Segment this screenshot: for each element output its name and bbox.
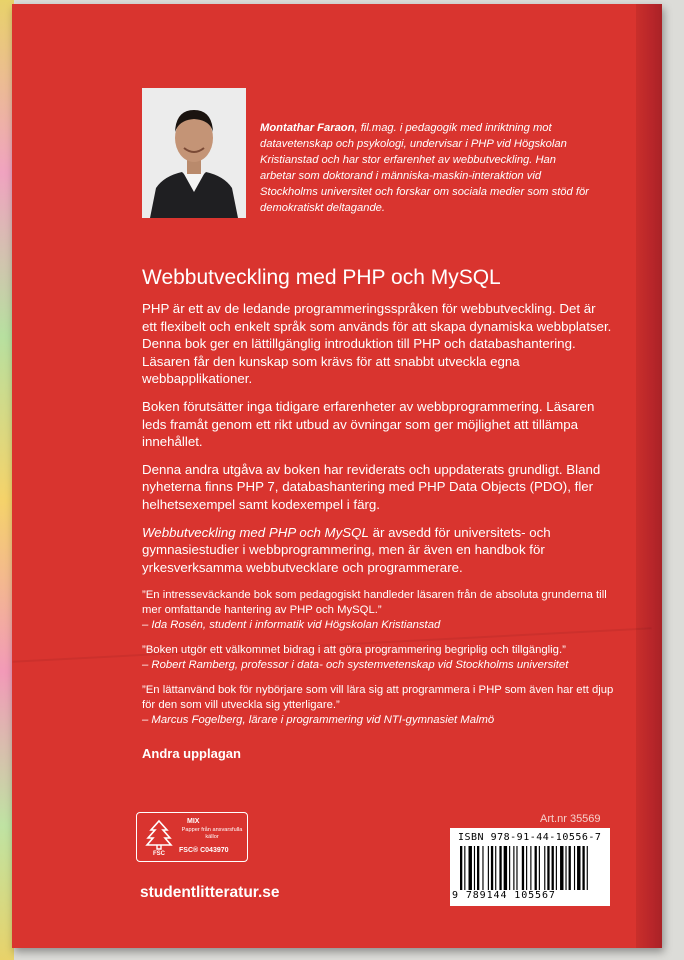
reviews (142, 588, 617, 738)
barcode-stripe (516, 846, 517, 890)
barcode-stripe (526, 846, 527, 890)
barcode-stripe (469, 846, 472, 890)
review-attribution: – Robert Ramberg, professor i data- och systemvetenskap vid Stockholms universitet (142, 659, 569, 671)
barcode-stripe (504, 846, 507, 890)
isbn-label: ISBN 978-91-44-10556-7 (458, 832, 602, 843)
barcode-stripe (556, 846, 557, 890)
article-number: Art.nr 35569 (540, 813, 601, 825)
fsc-source: Papper från ansvarsfulla källor (181, 827, 243, 840)
fsc-logo-text: FSC (153, 851, 165, 856)
barcode-stripe (565, 846, 566, 890)
barcode-stripe (509, 846, 510, 890)
barcode-stripe (530, 846, 531, 890)
fsc-tree-icon (143, 818, 175, 856)
barcode-stripe (569, 846, 571, 890)
description-paragraph: Boken förutsätter inga tidigare erfarenheter av webbprogrammering. Läsaren leds framåt genom ett rikt utbud av övningar som ger möjlighet att tillämpa innehållet. (142, 398, 595, 450)
barcode-stripe (539, 846, 540, 890)
isbn-barcode (450, 828, 610, 906)
barcode-stripe (482, 846, 483, 890)
book-title: Webbutveckling med PHP och MySQL (142, 266, 501, 289)
edition-label: Andra upplagan (142, 746, 241, 761)
barcode-stripe (582, 846, 584, 890)
fsc-mix: MIX (187, 818, 200, 825)
barcode-stripe (474, 846, 475, 890)
review-attribution: – Marcus Fogelberg, lärare i programmering vid NTI-gymnasiet Malmö (142, 714, 495, 726)
barcode-stripe (513, 846, 514, 890)
description (142, 300, 612, 586)
audience-text: är avsedd för universitets- och gymnasiestudier i webbprogrammering, men är även en handbok för yrkesverksamma webbutvecklare och programmerare. (142, 524, 551, 575)
barcode-stripe (560, 846, 563, 890)
fsc-badge (136, 812, 248, 862)
barcode-stripe (460, 846, 462, 890)
barcode-stripe (544, 846, 545, 890)
barcode-stripe (499, 846, 501, 890)
review-item (142, 683, 617, 728)
description-paragraph: PHP är ett av de ledande programmeringsspråken för webbutveckling. Det är ett flexibelt och enkelt språk som används för att skapa dynamiska webbplatser. Denna bok ger en lättillgänglig introduktion till PHP och databashantering. Läsaren får den kunskap som krävs för att snabbt utveckla egna webbapplikationer. (142, 301, 612, 387)
barcode-stripe (577, 846, 580, 890)
barcode-stripe (495, 846, 496, 890)
description-paragraph: Denna andra utgåva av boken har reviderats och uppdaterats grundligt. Bland nyheterna finns PHP 7, databashantering med PHP Data Objects (PDO), fler helhetsexempel samt kodexempel i färg. (142, 461, 601, 512)
barcode-stripe (587, 846, 588, 890)
audience-book-title: Webbutveckling med PHP och MySQL (142, 524, 369, 540)
book-spine (636, 4, 662, 948)
barcode-stripe (491, 846, 493, 890)
barcode-digits: 9 789144 105567 (452, 890, 556, 901)
author-photo (142, 88, 246, 218)
review-quote: ”En lättanvänd bok för nybörjare som vill lära sig att programmera i PHP som även har ett djup för den som vill utveckla sig ytterligare.” (142, 684, 614, 711)
review-item (142, 643, 617, 673)
barcode-bars (460, 846, 602, 890)
fsc-code: FSC® C043970 (179, 847, 229, 854)
author-bio (260, 120, 590, 216)
barcode-stripe (574, 846, 575, 890)
review-item (142, 588, 617, 633)
barcode-stripe (547, 846, 549, 890)
barcode-stripe (522, 846, 524, 890)
publisher-website: studentlitteratur.se (140, 884, 280, 901)
review-quote: ”Boken utgör ett välkommet bidrag i att göra programmering begriplig och tillgänglig.” (142, 644, 566, 656)
barcode-stripe (464, 846, 465, 890)
review-attribution: – Ida Rosén, student i informatik vid Högskolan Kristianstad (142, 619, 441, 631)
author-name: Montathar Faraon (260, 122, 355, 134)
barcode-stripe (535, 846, 537, 890)
barcode-stripe (477, 846, 479, 890)
author-bio-text: , fil.mag. i pedagogik med inriktning mot datavetenskap och psykologi, undervisar i PHP vid Högskolan Kristianstad och har stor erfarenhet av webbutveckling. Han arbetar som doktorand i människa-maskin-interaktion vid Stockholms universitet och forskar om sociala medier som stöd för demokratiskt deltagande. (260, 122, 589, 214)
review-quote: ”En intresseväckande bok som pedagogiskt handleder läsaren från de absoluta grunderna till mer omfattande hantering av PHP och MySQL.” (142, 589, 607, 616)
book-back-cover (12, 4, 662, 948)
barcode-stripe (552, 846, 554, 890)
barcode-stripe (488, 846, 489, 890)
description-paragraph-audience (142, 524, 612, 577)
